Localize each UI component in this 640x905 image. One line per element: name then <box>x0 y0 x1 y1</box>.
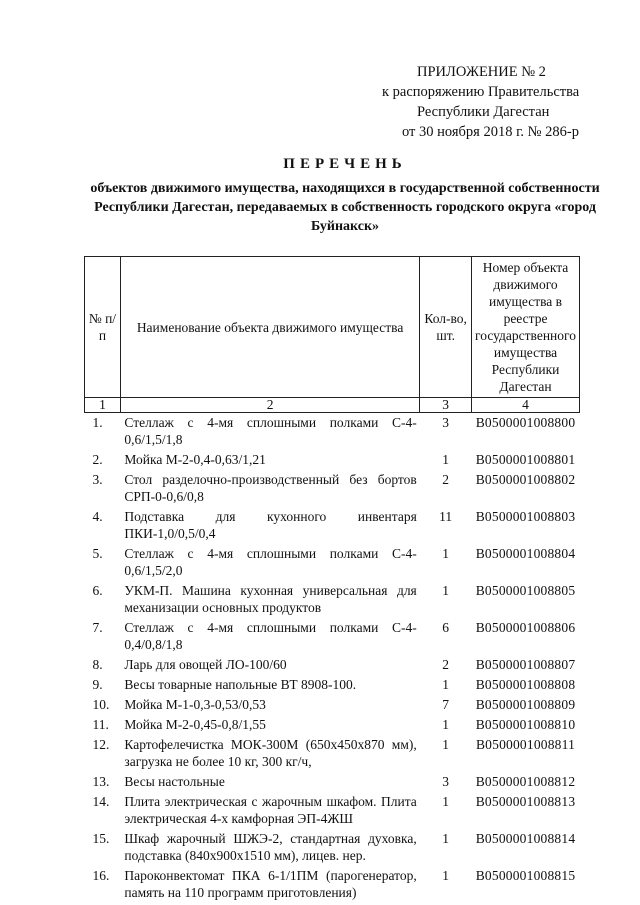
item-quantity: 2 <box>442 657 450 672</box>
document-subtitle: объектов движимого имущества, находящихся в государственной собственности Республики Дагестан, передаваемых в собственность городского округа «город Буйнакск» <box>90 181 600 234</box>
item-quantity: 11 <box>439 509 453 524</box>
government-name: Республики Дагестан <box>417 104 550 120</box>
registry-number: В0500001008808 <box>475 677 576 692</box>
item-name: Мойка М-1-0,3-0,53/0,53 <box>124 697 266 712</box>
row-number: 7. <box>92 620 103 635</box>
registry-number: В0500001008800 <box>475 415 576 430</box>
order-reference: к распоряжению Правительства <box>382 84 580 100</box>
item-quantity: 2 <box>442 472 450 487</box>
registry-number: В0500001008810 <box>475 717 576 732</box>
appendix-label: ПРИЛОЖЕНИЕ № 2 <box>417 64 546 80</box>
table-body <box>85 413 580 904</box>
item-name: Подставка для кухонного инвентаря ПКИ-1,0/0,5/0,4 <box>124 509 417 541</box>
row-number: 4. <box>92 509 103 524</box>
table-row <box>85 544 580 581</box>
order-date-number: от 30 ноября 2018 г. № 286-р <box>402 124 579 140</box>
item-name: Весы настольные <box>124 774 225 789</box>
registry-number: В0500001008807 <box>475 657 576 672</box>
row-number: 11. <box>92 717 109 732</box>
registry-number: В0500001008813 <box>475 794 576 809</box>
row-number: 1. <box>92 415 103 430</box>
item-quantity: 1 <box>442 546 450 561</box>
header-qty: Кол-во, шт. <box>420 257 472 398</box>
registry-number: В0500001008811 <box>475 737 576 752</box>
header-name: Наименование объекта движимого имущества <box>120 257 419 398</box>
table-row <box>85 735 580 772</box>
table-row <box>85 829 580 866</box>
item-name: Картофелечистка МОК-300М (650x450x870 мм), загрузка не более 10 кг, 300 кг/ч, <box>124 737 417 769</box>
item-name: Шкаф жарочный ШЖЭ-2, стандартная духовка, подставка (840x900x1510 мм), лицев. нер. <box>124 831 417 863</box>
item-quantity: 7 <box>442 697 450 712</box>
table-row <box>85 772 580 792</box>
row-number: 10. <box>92 697 110 712</box>
row-number: 2. <box>92 452 103 467</box>
item-quantity: 1 <box>442 794 450 809</box>
row-number: 3. <box>92 472 103 487</box>
table-row <box>85 655 580 675</box>
item-name: Ларь для овощей ЛО-100/60 <box>124 657 287 672</box>
table-row <box>85 581 580 618</box>
column-number: 1 <box>85 398 121 413</box>
item-name: Мойка М-2-0,45-0,8/1,55 <box>124 717 266 732</box>
row-number: 6. <box>92 583 103 598</box>
row-number: 13. <box>92 774 110 789</box>
row-number: 9. <box>92 677 103 692</box>
row-number: 14. <box>92 794 110 809</box>
column-number: 4 <box>472 398 580 413</box>
item-quantity: 1 <box>442 868 450 883</box>
row-number: 12. <box>92 737 110 752</box>
table-row <box>85 450 580 470</box>
column-numbers-row <box>85 398 580 413</box>
registry-number: В0500001008809 <box>475 697 576 712</box>
table-row <box>85 507 580 544</box>
item-name: Стеллаж с 4-мя сплошными полками С-4-0,6/1,5/2,0 <box>124 546 417 578</box>
item-quantity: 1 <box>442 737 450 752</box>
item-quantity: 3 <box>442 415 450 430</box>
document-title: ПЕРЕЧЕНЬ <box>283 156 407 172</box>
property-table <box>84 256 580 903</box>
column-number: 3 <box>420 398 472 413</box>
table-row <box>85 792 580 829</box>
item-quantity: 3 <box>442 774 450 789</box>
row-number: 5. <box>92 546 103 561</box>
title-block <box>60 156 630 236</box>
item-quantity: 1 <box>442 677 450 692</box>
row-number: 8. <box>92 657 103 672</box>
item-quantity: 1 <box>442 583 450 598</box>
table-row <box>85 715 580 735</box>
item-name: Стеллаж с 4-мя сплошными полками С-4-0,4/0,8/1,8 <box>124 620 417 652</box>
table-row <box>85 470 580 507</box>
document-header <box>372 62 612 142</box>
registry-number: В0500001008805 <box>475 583 576 598</box>
item-quantity: 1 <box>442 717 450 732</box>
registry-number: В0500001008812 <box>475 774 576 789</box>
item-name: Стол разделочно-производственный без бортов СРП-0-0,6/0,8 <box>124 472 417 504</box>
item-name: УКМ-П. Машина кухонная универсальная для механизации основных продуктов <box>124 583 417 615</box>
registry-number: В0500001008814 <box>475 831 576 846</box>
item-quantity: 6 <box>442 620 450 635</box>
item-quantity: 1 <box>442 452 450 467</box>
registry-number: В0500001008801 <box>475 452 576 467</box>
item-name: Стеллаж с 4-мя сплошными полками С-4-0,6/1,5/1,8 <box>124 415 417 447</box>
registry-number: В0500001008806 <box>475 620 576 635</box>
table-row <box>85 618 580 655</box>
table-row <box>85 866 580 903</box>
table-row <box>85 675 580 695</box>
column-number: 2 <box>120 398 419 413</box>
registry-number: В0500001008802 <box>475 472 576 487</box>
item-name: Весы товарные напольные ВТ 8908-100. <box>124 677 357 692</box>
item-quantity: 1 <box>442 831 450 846</box>
item-name: Пароконвектомат ПКА 6-1/1ПМ (парогенератор, память на 110 программ приготовления) <box>124 868 417 900</box>
item-name: Мойка М-2-0,4-0,63/1,21 <box>124 452 266 467</box>
registry-number: В0500001008803 <box>475 509 576 524</box>
header-num: № п/п <box>85 257 121 398</box>
row-number: 16. <box>92 868 110 883</box>
row-number: 15. <box>92 831 110 846</box>
table-row <box>85 695 580 715</box>
table-header-row <box>85 257 580 398</box>
header-registry-number: Номер объекта движимого имущества в реестре государственного имущества Республики Дагестан <box>472 257 580 398</box>
registry-number: В0500001008815 <box>475 868 576 883</box>
table-row <box>85 413 580 451</box>
registry-number: В0500001008804 <box>475 546 576 561</box>
item-name: Плита электрическая с жарочным шкафом. Плита электрическая 4-х камфорная ЭП-4ЖШ <box>124 794 417 826</box>
